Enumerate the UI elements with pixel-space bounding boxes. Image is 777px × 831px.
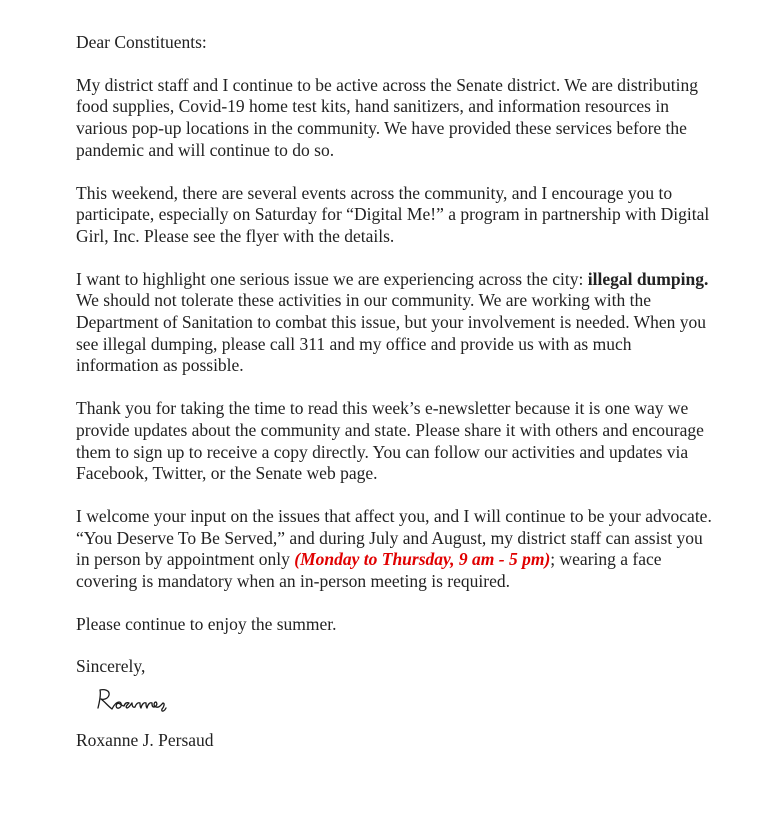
paragraph-illegal-dumping: [76, 269, 716, 378]
salutation: Dear Constituents:: [76, 32, 207, 52]
signer-name: Roxanne J. Persaud: [76, 730, 214, 751]
appointments-intro-text: I welcome your input on the issues that affect you, and I will continue to be your advocate. “You Deserve To Be Served,” and during July and August, my district staff can assist you in person by appointment only: [76, 505, 712, 570]
paragraph-summer: Please continue to enjoy the summer.: [76, 613, 337, 634]
handwritten-signature: [94, 684, 716, 718]
dumping-intro-text: I want to highlight one serious issue we are experiencing across the city:: [76, 268, 588, 289]
office-hours-highlight: (Monday to Thursday, 9 am - 5 pm): [294, 549, 551, 570]
letter-body: [76, 32, 716, 752]
paragraph-outreach: My district staff and I continue to be active across the Senate district. We are distributing food supplies, Covid-19 home test kits, hand sanitizers, and information resources in various pop-up locations in the community. We have provided these services before the pandemic and will continue to do so.: [76, 74, 698, 160]
paragraph-newsletter: Thank you for taking the time to read this week’s e-newsletter because it is one way we provide updates about the community and state. Please share it with others and encourage them to sign up to receive a copy directly. You can follow our activities and updates via Facebook, Twitter, or the Senate web page.: [76, 398, 704, 484]
paragraph-weekend-events: This weekend, there are several events across the community, and I encourage you to participate, especially on Saturday for “Digital Me!” a program in partnership with Digital Girl, Inc. Please see the flyer with the details.: [76, 182, 710, 246]
appointments-closing-text: ; wearing a face covering is mandatory when an in-person meeting is required.: [76, 549, 662, 592]
illegal-dumping-emphasis: illegal dumping.: [587, 268, 709, 289]
signature-graphic: [94, 684, 184, 718]
paragraph-appointments: [76, 506, 716, 593]
dumping-details-text: We should not tolerate these activities in our community. We are working with the Department of Sanitation to combat this issue, but your involvement is needed. When you see illegal dumping, please call 311 and my office and provide us with as much information as possible.: [76, 290, 707, 376]
closing: Sincerely,: [76, 656, 146, 677]
